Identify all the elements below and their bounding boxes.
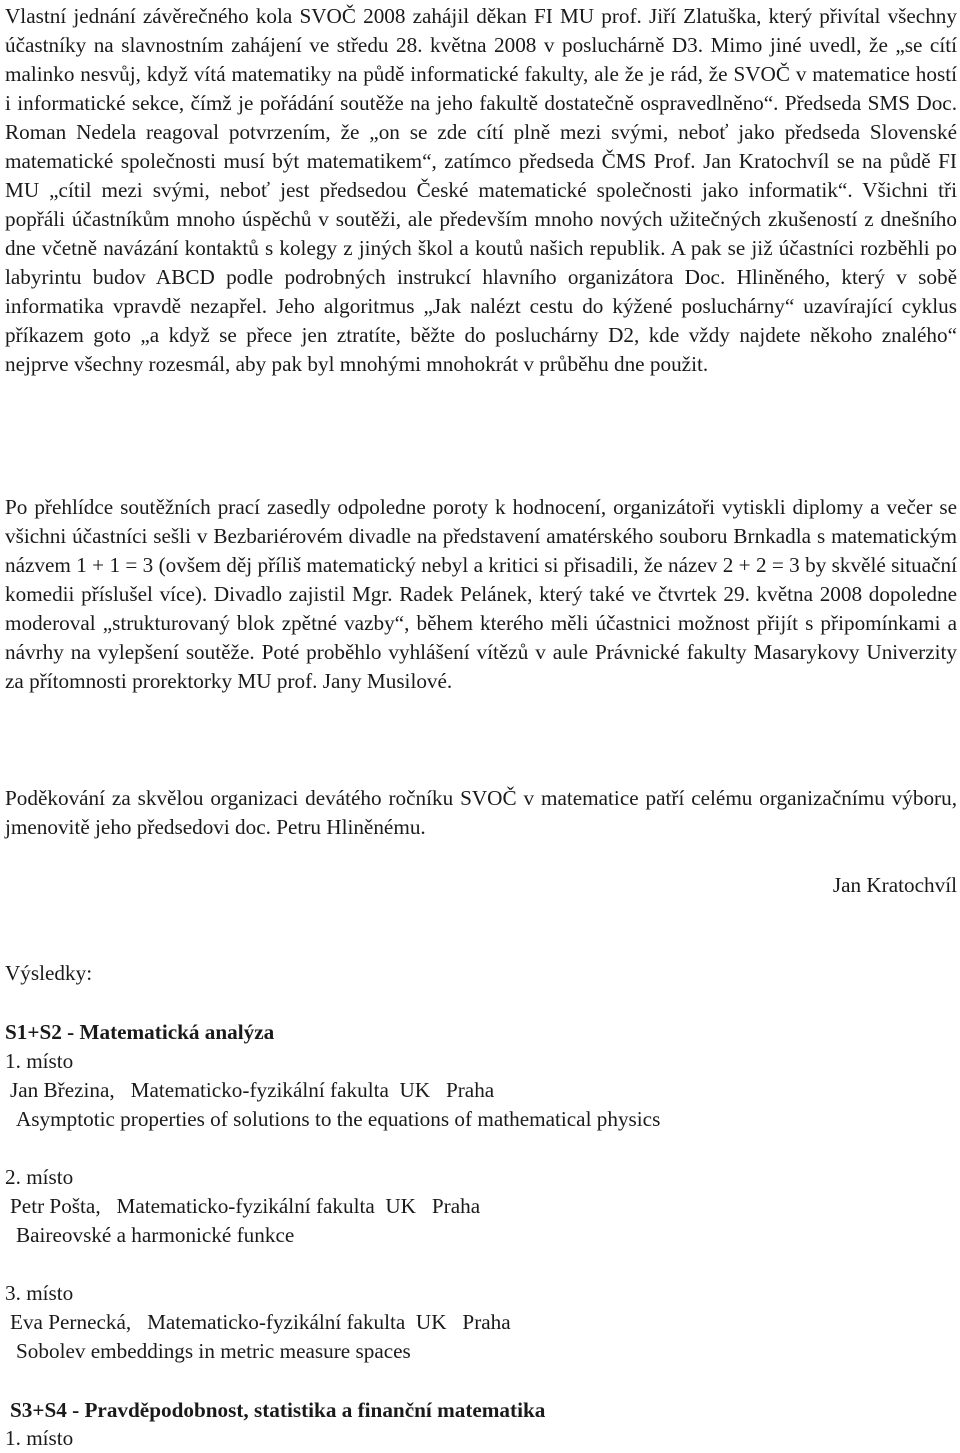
work-title: Baireovské a harmonické funkce	[16, 1223, 295, 1247]
result-entry	[5, 1047, 660, 1134]
section-title	[5, 1018, 274, 1047]
author-line: Eva Pernecká, Matematicko-fyzikální fakulta UK Praha	[10, 1310, 511, 1334]
place-label: 1. místo	[5, 1426, 74, 1450]
intro-paragraph: Vlastní jednání závěrečného kola SVOČ 2008 zahájil děkan FI MU prof. Jiří Zlatuška, který přivítal všechny účastníky na slavnostním zahájení ve středu 28. května 2008 v posluchárně D3. Mimo jiné uvedl, že „se cítí malinko nesvůj, když vítá matematiky na půdě informatické fakulty, ale že je rád, že SVOČ v matematice hostí i informatické sekce, čímž je pořádání soutěže na jeho fakultě dostatečně ospravedlněno“. Předseda SMS Doc. Roman Nedela reagoval potvrzením, že „on se zde cítí plně mezi svými, neboť jako předseda Slovenské matematické společnosti musí být matematikem“, zatímco předseda ČMS Prof. Jan Kratochvíl se na půdě FI MU „cítil mezi svými, neboť jest předsedou České matematické společnosti jako informatik“. Všichni tři popřáli účastníkům mnoho úspěchů v soutěži, ale především mnoho nových užitečných zkušeností z dnešního dne včetně navázání kontaktů s kolegy z jiných škol a koutů našich republik. A pak se již účastníci rozběhli po labyrintu budov ABCD podle podrobných instrukcí hlavního organizátora Doc. Hliněného, který v sobě informatika vpravdě nezapřel. Jeho algoritmus „Jak nalézt cestu do kýžené posluchárny“ uzavírající cyklus příkazem goto „a když se přece jen ztratíte, běžte do posluchárny D2, kde vždy najdete někoho znalého“ nejprve všechny rozesmál, aby pak byl mnohými mnohokrát v průběhu dne použit.	[5, 4, 957, 376]
work-title: Sobolev embeddings in metric measure spaces	[16, 1339, 411, 1363]
result-entry	[5, 1279, 511, 1366]
section-title-s1s2: S1+S2 - Matematická analýza	[5, 1020, 275, 1044]
author-line: Jan Březina, Matematicko-fyzikální fakulta UK Praha	[10, 1078, 495, 1102]
results-heading: Výsledky:	[5, 961, 93, 985]
thanks-paragraph: Poděkování za skvělou organizaci devátého ročníku SVOČ v matematice patří celému organizačnímu výboru, jmenovitě jeho předsedovi doc. Petru Hliněnému.	[5, 786, 957, 839]
place-label: 2. místo	[5, 1165, 74, 1189]
place-label: 3. místo	[5, 1281, 74, 1305]
section-title-s3s4: S3+S4 - Pravděpodobnost, statistika a finanční matematika	[10, 1398, 546, 1422]
result-entry	[5, 1163, 480, 1250]
section-title	[5, 1396, 545, 1425]
author-line: Petr Pošta, Matematicko-fyzikální fakulta UK Praha	[10, 1194, 481, 1218]
work-title: Asymptotic properties of solutions to the equations of mathematical physics	[16, 1107, 661, 1131]
evaluation-paragraph: Po přehlídce soutěžních prací zasedly odpoledne poroty k hodnocení, organizátoři vytiskli diplomy a večer se všichni účastníci sešli v Bezbariérovém divadle na představení amatérského souboru Brnkadla s matematickým názvem 1 + 1 = 3 (ovšem děj příliš matematický nebyl a kritici si přisadili, že název 2 + 2 = 3 by skvělé situační komedii příslušel více). Divadlo zajistil Mgr. Radek Pelánek, který také ve čtvrtek 29. května 2008 dopoledne moderoval „strukturovaný blok zpětné vazby“, během kterého měli účastnici možnost přijít s připomínkami a návrhy na vylepšení soutěže. Poté proběhlo vyhlášení vítězů v aule Právnické fakulty Masarykovy Univerzity za přítomnosti prorektorky MU prof. Jany Musilové.	[5, 495, 957, 693]
result-entry	[5, 1424, 73, 1453]
place-label: 1. místo	[5, 1049, 74, 1073]
signature: Jan Kratochvíl	[832, 873, 957, 897]
